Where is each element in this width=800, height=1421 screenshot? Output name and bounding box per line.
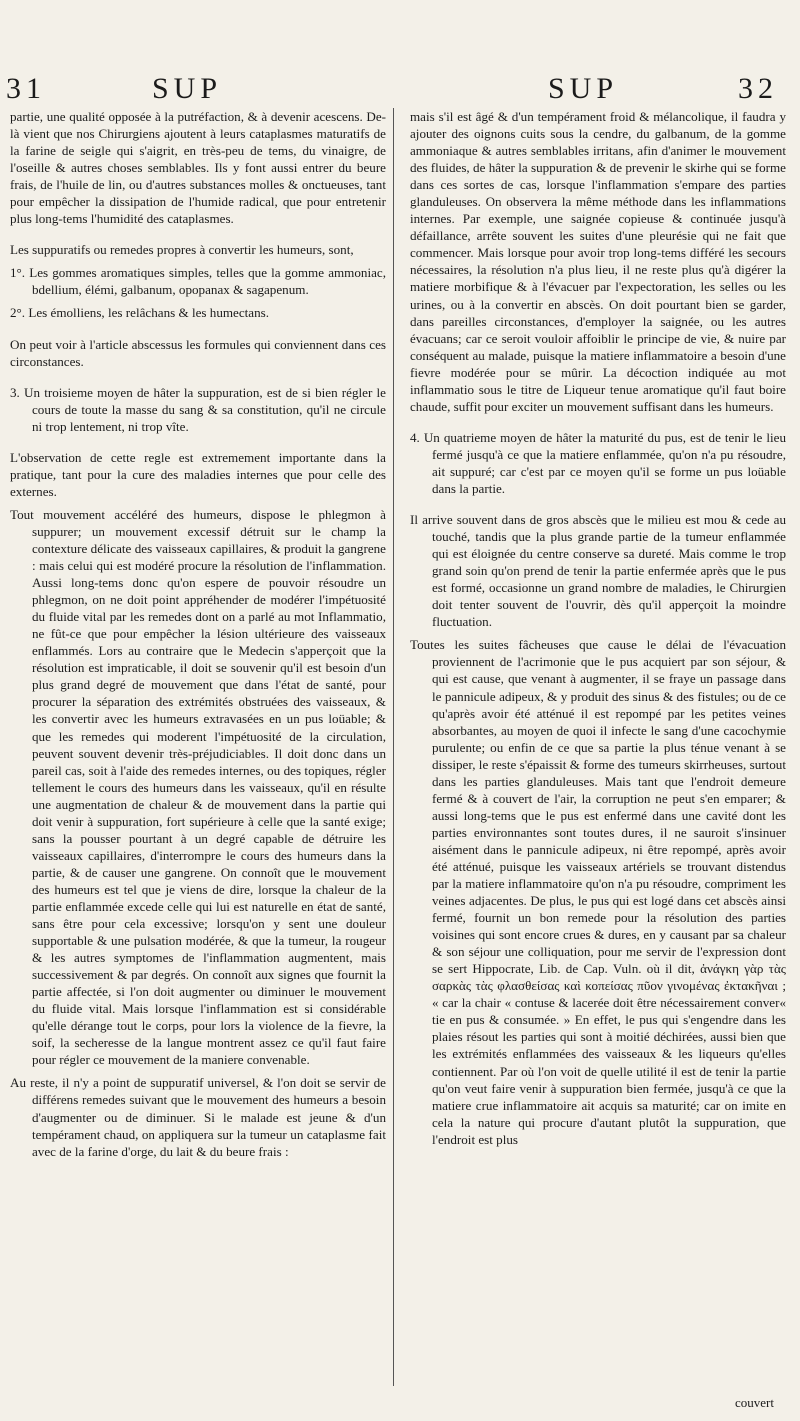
paragraph: Toutes les suites fâcheuses que cause le délai de l'évacuation proviennent de l'acrimonie que le pus acquiert par son séjour, & qui est cause, que venant à augmenter, il se fraye un passage dans le pannicule adipeux, & y produit des sinus & des fistules; ou de ce qu'après avoir été atténué il est repompé par les petites veines absorbantes, au moyen de quoi il infecte le sang d'une cacochymie purulente; ou enfin de ce que sa partie la plus ténue venant à se dissiper, le reste s'épaissit & forme des tumeurs skirrheuses, surtout dans les parties glanduleuses. Mais tant que l'endroit demeure fermé & à couvert de l'air, la corruption ne peut s'en emparer; & aussi long-tems que le pus est enfermé dans une cavité dont les parties environnantes sont toutes dures, il ne sauroit s'insinuer aisément dans le pannicule adipeux, ni être repompé, après avoir été atténué, puisque les vaisseaux artériels se trouvant distendus par la matiere inflammatoire qu'on n'a pu résoudre, compriment les veines adjacentes. De plus, le pus qui est logé dans cet abscès ainsi fermé, fournit un bon remede pour la résolution des parties voisines qui sont encore crues & dures, en y causant par sa chaleur & son séjour une colliquation, pour me servir de l'expression dont se sert Hippocrate, Lib. de Cap. Vuln. où il dit, ἀνάγκη γὰρ τὰς σαρκὰς τὰς φλασθείσας καὶ κοπείσας πῦον γινομένας ἐκτακῆναι ; « car la chair « contuse & lacerée doit être nécessairement conver« tie en pus & consumée. » En effet, le pus qui s'engendre dans les plaies résout les parties qui sont à moitié déchirées, aussi bien que les extrémités enflammées des vaisseaux & les liqueurs qu'elles contiennent. Par où l'on voit de quelle utilité il est de tenir la partie qu'on veut faire venir à suppuration bien fermée, jusqu'à ce que la matiere crue inflammatoire ait acquis sa maturité; car on imite en cela la nature qui procure d'autant plutôt la suppuration, que l'endroit est plus <box>410 637 786 1147</box>
list-item: 1°. Les gommes aromatiques simples, telles que la gomme ammoniac, bdellium, élémi, galbanum, opopanax & sagapenum. <box>10 265 386 298</box>
page-number-right: 32 <box>738 72 778 105</box>
numbered-paragraph: 3. Un troisieme moyen de hâter la suppuration, est de si bien régler le cours de toute la masse du sang & sa constitution, qu'il ne circule ni trop lentement, ni trop vîte. <box>10 384 386 434</box>
paragraph: Tout mouvement accéléré des humeurs, dispose le phlegmon à suppurer; un mouvement excessif détruit sur le champ la contexture délicate des vaisseaux capillaires, & produit la gangrene : mais celui qui est modéré procure la résolution de l'inflammation. Aussi long-tems donc qu'on espere de pouvoir résoudre un phlegmon, on ne doit point appréhender de modérer l'impétuosité du fluide vital par les remedes dont on a parlé au mot Inflammatio, ne fût-ce que pour empêcher la lésion ultérieure des vaisseaux enflammés. Lors au contraire que le Medecin s'apperçoit que la résolution est impraticable, il doit se souvenir qu'il est besoin d'un plus grand degré de mouvement que dans l'état de santé, pour procurer la séparation des extrémités obstruées des vaisseaux, & les convertir avec les humeurs extravasées en un pus loüable; & que les remedes qui moderent l'impétuosité de la circulation, peuvent souvent devenir très-préjudiciables. Il doit donc dans un pareil cas, soit à l'aide des remedes internes, ou des topiques, régler tellement le cours des humeurs dans les vaisseaux, qu'il en résulte une augmentation de chaleur & de mouvement dans la partie qui doit venir à suppuration, fort supérieure à celle que la santé exige; sans la pousser pourtant à un degré capable de détruire les vaisseaux capillaires, d'interrompre le cours des humeurs dans la partie, & de causer une gangrene. On connoît que le mouvement des humeurs est tel que je viens de dire, lorsque la chaleur de la partie enflammée excede celle qui lui est naturelle en état de santé, sans être pour cela excessive; lorsqu'on y sent une douleur supportable & une pulsation modérée, & que la tumeur, la rougeur & les autres symptomes de l'inflammation augmentent, mais successivement & par degrés. On connoît aux signes que fournit la partie affectée, si l'on doit augmenter ou diminuer le mouvement du fluide vital. Mais lorsque l'inflammation est si considérable qu'elle dérange tout le corps, pour lors la violence de la fievre, la soif, la secheresse de la langue montrent assez ce qu'il faut faire pour régler ce mouvement de la maniere convenable. <box>10 506 386 1068</box>
paragraph: On peut voir à l'article abscessus les formules qui conviennent dans ces circonstances. <box>10 336 386 369</box>
right-column <box>410 108 786 1154</box>
running-head-left: SUP <box>152 72 223 105</box>
left-column <box>10 108 386 1166</box>
paragraph: Les suppuratifs ou remedes propres à convertir les humeurs, sont, <box>10 242 354 258</box>
paragraph: Il arrive souvent dans de gros abscès que le milieu est mou & cede au touché, tandis que la plus grande partie de la tumeur enflammée qui est éloignée du centre conserve sa dureté. Mais comme le trop grand soin qu'on prend de tenir la partie enfermée après que le pus est formé, occasionne un grand nombre de maladies, le Chirurgien doit tenter souvent de l'ouvrir, dès qu'il apperçoit la moindre fluctuation. <box>410 512 786 630</box>
paragraph: Au reste, il n'y a point de suppuratif universel, & l'on doit se servir de différens remedes suivant que le mouvement des humeurs a besoin d'augmenter ou de diminuer. Si le malade est jeune & d'un tempérament chaud, on appliquera sur la tumeur un cataplasme fait avec de la farine d'orge, du lait & du beure frais : <box>10 1075 386 1159</box>
page-header <box>0 72 800 112</box>
paragraph: partie, une qualité opposée à la putréfaction, & à devenir acescens. De-là vient que nos Chirurgiens ajoutent à leurs cataplasmes maturatifs de la farine de seigle qui s'aigrit, en très-peu de tems, du vinaigre, de l'oseille & autres choses semblables. Ils y font aussi entrer du beure frais, de l'huile de lin, ou d'autres substances molles & onctueuses, tant pour empêcher la dissipation de l'humide radical, que pour entretenir plus long-tems l'humidité des cataplasmes. <box>10 109 386 227</box>
column-divider <box>393 108 394 1386</box>
paragraph: mais s'il est âgé & d'un tempérament froid & mélancolique, il faudra y ajouter des oignons cuits sous la cendre, du galbanum, de la gomme ammoniaque & autres semblables irritans, afin d'animer le mouvement des fluides, de hâter la suppuration & de prevenir le skirhe qui se forme dans ces sortes de cas, lorsque l'inflammation s'empare des parties glanduleuses. On observera la même méthode dans les inflammations internes. Par exemple, une saignée copieuse & continuée jusqu'à défaillance, arrête souvent les suites d'une pleurésie qui ne fait que commencer. Mais lorsque pour avoir trop long-tems différé les secours nécessaires, la résolution n'a plus lieu, il ne reste plus qu'à digérer la matiere morbifique & à l'évacuer par l'expectoration, les selles ou les urines, ou à la convertir en abscès. On doit pourtant bien se garder, dans pareilles circonstances, d'employer la saignée, ou les autres évacuans; car ce seroit vouloir affoiblir le principe de vie, & nuire par conséquent au malade, puisque la matiere inflammatoire a besoin d'une fievre modérée pour se mûrir. La décoction indiquée au mot inflammatio sous le titre de Liqueur tenue aromatique qu'il faut boire chaude, suffit pour exciter un mouvement suffisant dans les humeurs. <box>410 109 786 414</box>
running-head-right: SUP <box>548 72 619 105</box>
list-item: 2°. Les émolliens, les relâchans & les humectans. <box>10 305 270 321</box>
page-number-left: 31 <box>6 72 46 105</box>
numbered-paragraph: 4. Un quatrieme moyen de hâter la maturité du pus, est de tenir le lieu fermé jusqu'à ce que la matiere enflammée, qu'on n'a pu résoudre, ait suppuré; car c'est par ce moyen qu'il se forme un pus loüable dans la partie. <box>410 429 786 496</box>
catchword: couvert <box>735 1395 774 1410</box>
paragraph: L'observation de cette regle est extremement importante dans la pratique, tant pour la cure des maladies internes que pour celle des externes. <box>10 449 386 499</box>
